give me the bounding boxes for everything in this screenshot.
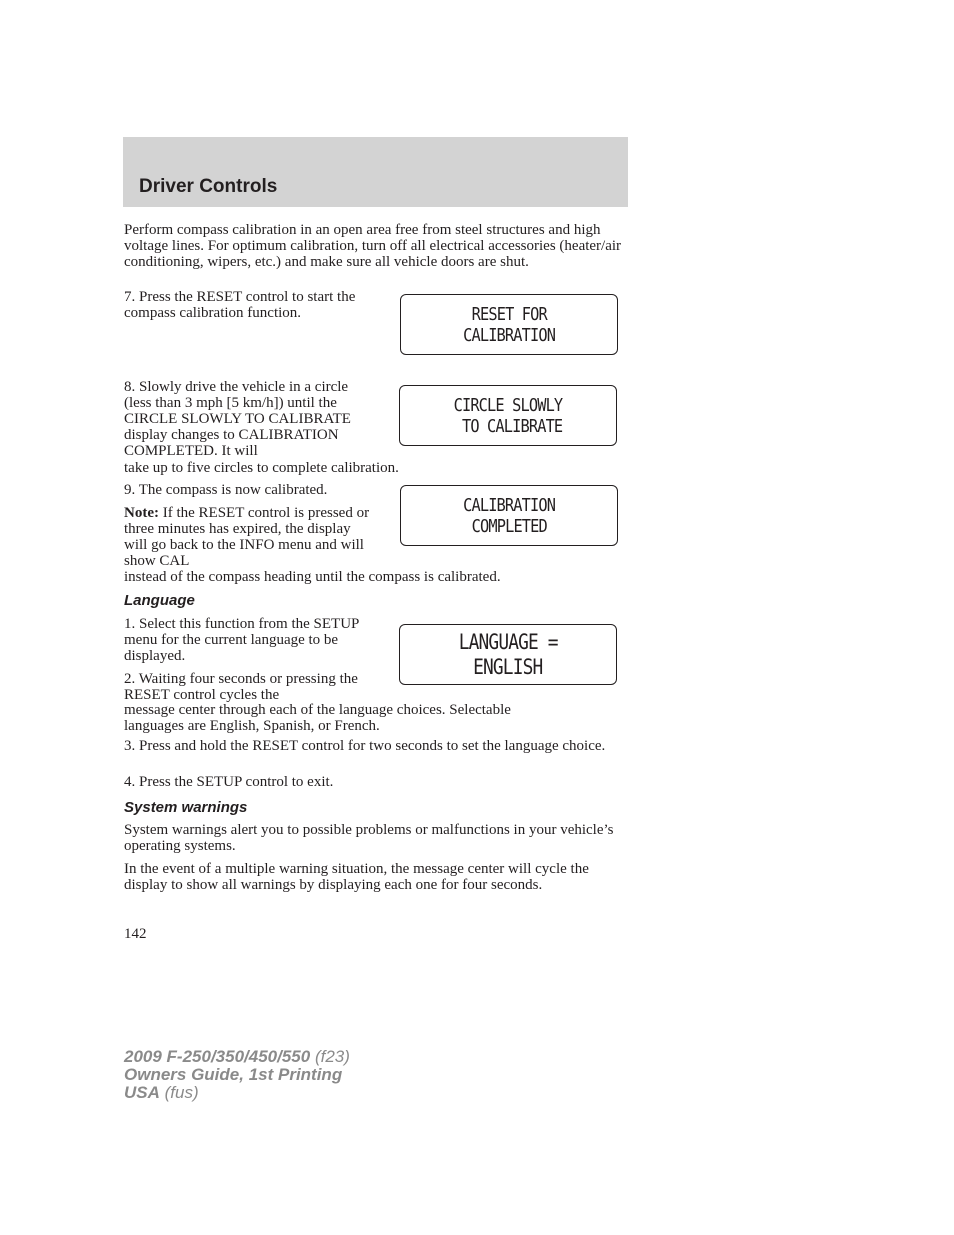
footer-line-1 — [124, 1048, 350, 1066]
footer-line-2: Owners Guide, 1st Printing — [124, 1065, 343, 1084]
system-warnings-paragraph-2: In the event of a multiple warning situation, the message center will cycle the display to show all warnings by displaying each one for four seconds. — [124, 861, 589, 893]
page-number: 142 — [124, 926, 147, 942]
section-title: Driver Controls — [139, 176, 278, 197]
language-step-2: 2. Waiting four seconds or pressing the RESET control cycles the — [124, 671, 358, 703]
display-calibration-completed — [400, 485, 618, 546]
note-text: If the RESET control is pressed or three minutes has expired, the display will go back to the INFO menu and will show CAL — [124, 505, 370, 569]
intro-paragraph: Perform compass calibration in an open area free from steel structures and high voltage lines. For optimum calibration, turn off all electrical accessories (heater/air conditioning, wipers, etc.) and make sure all vehicle doors are shut. — [124, 222, 622, 270]
step-9-paragraph: 9. The compass is now calibrated. — [124, 482, 328, 498]
note-continuation: instead of the compass heading until the compass is calibrated. — [124, 569, 501, 585]
display-line: COMPLETED — [471, 515, 547, 537]
language-step-3: 3. Press and hold the RESET control for two seconds to set the language choice. — [124, 738, 606, 754]
footer-line-3 — [124, 1084, 350, 1102]
step-7-paragraph: 7. Press the RESET control to start the compass calibration function. — [124, 289, 356, 321]
subheading-system-warnings: System warnings — [124, 799, 248, 816]
display-line: CALIBRATION — [463, 324, 555, 346]
display-language-english — [399, 624, 617, 685]
step-8-continuation: take up to five circles to complete calibration. — [124, 460, 399, 476]
display-line: CALIBRATION — [463, 494, 555, 516]
display-circle-slowly — [399, 385, 617, 446]
note-label: Note: — [124, 505, 159, 521]
language-step-1: 1. Select this function from the SETUP menu for the current language to be displayed. — [124, 616, 359, 664]
display-line: TO CALIBRATE — [453, 415, 563, 437]
note-paragraph — [124, 505, 374, 569]
display-reset-for-calibration — [400, 294, 618, 355]
language-step-4: 4. Press the SETUP control to exit. — [124, 774, 334, 790]
display-line: CIRCLE SLOWLY — [453, 394, 563, 416]
section-header-band — [123, 137, 628, 207]
footer-market: USA — [124, 1083, 160, 1102]
display-line: LANGUAGE = — [458, 629, 558, 654]
footer-model-code: (f23) — [310, 1047, 350, 1066]
publication-footer — [124, 1048, 350, 1102]
display-line: RESET FOR — [471, 303, 547, 325]
system-warnings-paragraph-1: System warnings alert you to possible problems or malfunctions in your vehicle’s operating systems. — [124, 822, 614, 854]
display-line: ENGLISH — [473, 654, 543, 679]
step-8-paragraph: 8. Slowly drive the vehicle in a circle (less than 3 mph [5 km/h]) until the CIRCLE SLOWLY TO CALIBRATE display changes to CALIBRATION COMPLETED. It will — [124, 379, 351, 459]
language-step-2-continuation: message center through each of the language choices. Selectable languages are English, Spanish, or French. — [124, 702, 511, 734]
footer-market-code: (fus) — [159, 1083, 199, 1102]
footer-model: 2009 F-250/350/450/550 — [124, 1047, 311, 1066]
subheading-language: Language — [124, 592, 195, 609]
